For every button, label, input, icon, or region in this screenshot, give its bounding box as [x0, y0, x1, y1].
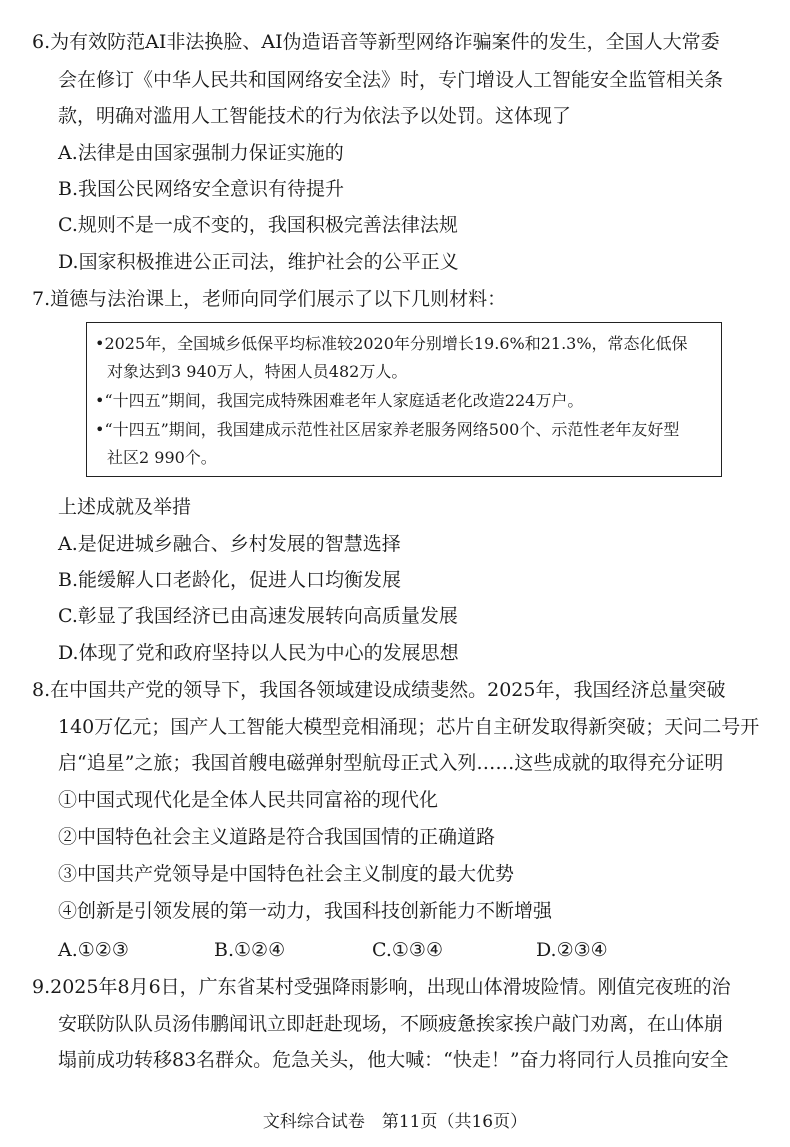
q9-stem-line-2: 安联防队队员汤伟鹏闻讯立即赶赴现场，不顾疲惫挨家挨户敲门劝离，在山体崩	[58, 1013, 724, 1035]
q7-lead: 上述成就及举措	[58, 496, 192, 518]
q7-option-b: B.能缓解人口老龄化，促进人口均衡发展	[58, 569, 402, 591]
q6-option-a: A.法律是由国家强制力保证实施的	[58, 142, 344, 164]
q7-option-a: A.是促进城乡融合、乡村发展的智慧选择	[58, 533, 401, 555]
q7-option-d: D.体现了党和政府坚持以人民为中心的发展思想	[58, 642, 459, 664]
q8-choice-c: C.①③④	[372, 939, 443, 961]
q8-choice-a: A.①②③	[58, 939, 129, 961]
q8-choice-d: D.②③④	[536, 939, 608, 961]
q8-stem-line-3: 启“追星”之旅；我国首艘电磁弹射型航母正式入列……这些成就的取得充分证明	[58, 752, 724, 774]
q8-statement-2: ②中国特色社会主义道路是符合我国国情的正确道路	[58, 826, 496, 848]
q9-stem-line-3: 塌前成功转移83名群众。危急关头，他大喊：“快走！”奋力将同行人员推向安全	[58, 1049, 729, 1071]
q7-material-box	[86, 322, 722, 477]
q7-material-line-3: •“十四五”期间，我国完成特殊困难老年人家庭适老化改造224万户。	[95, 391, 584, 410]
q8-statement-4: ④创新是引领发展的第一动力，我国科技创新能力不断增强	[58, 900, 553, 922]
q7-option-c: C.彰显了我国经济已由高速发展转向高质量发展	[58, 605, 458, 627]
q7-material-line-4: •“十四五”期间，我国建成示范性社区居家养老服务网络500个、示范性老年友好型	[95, 420, 680, 439]
q8-statement-3: ③中国共产党领导是中国特色社会主义制度的最大优势	[58, 863, 515, 885]
q8-statement-1: ①中国式现代化是全体人民共同富裕的现代化	[58, 789, 439, 811]
q7-material-line-1: •2025年，全国城乡低保平均标准较2020年分别增长19.6%和21.3%，常态化低保	[95, 334, 688, 353]
q6-stem-line-1: 6.为有效防范AI非法换脸、AI伪造语音等新型网络诈骗案件的发生，全国人大常委	[32, 31, 720, 53]
q6-stem-line-3: 款，明确对滥用人工智能技术的行为依法予以处罚。这体现了	[58, 105, 572, 127]
page-footer: 文科综合试卷 第11页（共16页）	[262, 1112, 528, 1132]
q7-material-line-5: 社区2 990个。	[107, 448, 217, 467]
q7-material-line-2: 对象达到3 940万人，特困人员482万人。	[107, 362, 408, 381]
q7-stem: 7.道德与法治课上，老师向同学们展示了以下几则材料：	[32, 288, 507, 310]
q6-option-c: C.规则不是一成不变的，我国积极完善法律法规	[58, 214, 458, 236]
q8-stem-line-2: 140万亿元；国产人工智能大模型竞相涌现；芯片自主研发取得新突破；天问二号开	[58, 716, 760, 738]
q8-stem-line-1: 8.在中国共产党的领导下，我国各领域建设成绩斐然。2025年，我国经济总量突破	[32, 679, 726, 701]
q8-choice-b: B.①②④	[214, 939, 286, 961]
q6-stem-line-2: 会在修订《中华人民共和国网络安全法》时，专门增设人工智能安全监管相关条	[58, 69, 724, 91]
q8-choices	[58, 938, 698, 962]
q6-option-b: B.我国公民网络安全意识有待提升	[58, 178, 345, 200]
q9-stem-line-1: 9.2025年8月6日，广东省某村受强降雨影响，出现山体滑坡险情。刚值完夜班的治	[32, 976, 731, 998]
q6-option-d: D.国家积极推进公正司法，维护社会的公平正义	[58, 251, 459, 273]
